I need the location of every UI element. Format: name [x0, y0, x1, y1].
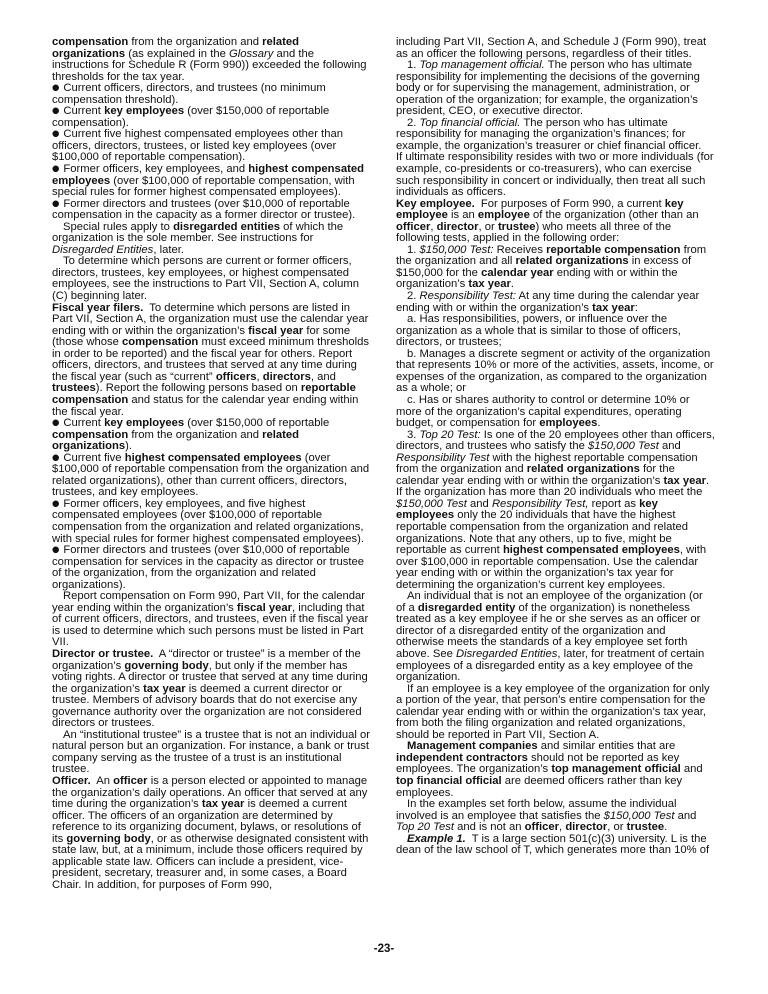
bold-term: officer: [396, 220, 431, 233]
text: is a person elected or appointed to manage the organization’s daily operations. An officer that served at any time during the organization’s: [52, 775, 368, 811]
run-in-heading: Fiscal year filers.: [52, 301, 144, 314]
bold-term: related organizations: [52, 428, 300, 453]
text: ,: [559, 821, 566, 834]
text: for some (those whose: [52, 324, 351, 349]
text: .: [706, 474, 710, 487]
bold-term: officer: [524, 821, 560, 834]
list-item: [396, 60, 715, 118]
paragraph: [52, 256, 371, 302]
text: including Part VII, Section A, and Schedule J (Form 990), treat as an officer the following persons, regardless of their titles.: [396, 36, 707, 60]
italic-term: Top 20 Test: [396, 821, 454, 834]
paragraph: [396, 487, 715, 591]
text: , and: [310, 370, 336, 383]
paragraph: [52, 222, 371, 257]
bold-term: highest compensated employees: [124, 451, 302, 464]
continued-paragraph: [52, 37, 371, 83]
text: 2.: [407, 290, 420, 303]
right-column: [396, 37, 715, 857]
run-in-heading: Key employee.: [396, 197, 475, 210]
text: , with over $100,000 in reportable compensation. Use the calendar year ending with or within the organization’s tax year for determining the organization’s current key employees.: [396, 544, 707, 591]
bold-term: directors: [262, 370, 311, 383]
text: .: [664, 821, 668, 834]
text: To determine which persons are listed in Part VII, Section A, the organization must use the calendar year ending with or within the organization’s: [52, 301, 369, 337]
italic-term: Disregarded Entities: [456, 647, 558, 660]
bold-term: disregarded entity: [417, 601, 516, 614]
text: Former officers, key employees, and five highest compensated employees (over $100,000 of reportable compensation from the organization and related organizations, with special rules for former highest compensated employees).: [52, 497, 365, 545]
text: An individual that is not an employee of the organization (or of a: [396, 590, 703, 614]
bold-term: employees: [539, 417, 598, 430]
bold-term: calendar year: [481, 266, 554, 279]
text: .: [510, 278, 515, 291]
bold-term: related organizations: [515, 255, 629, 268]
italic-term: Disregarded Entities: [52, 243, 154, 256]
bold-term: trustees: [52, 382, 96, 395]
bullet-item: [52, 418, 371, 453]
text: An “institutional trustee” is a trustee that is not an individual or natural person but an organization. For instance, a bank or trust company serving as the trustee of a trust is an institutional trustee.: [52, 728, 371, 776]
bold-term: governing body: [124, 659, 209, 672]
bullet-item: [52, 129, 371, 164]
text: from the organization and all: [396, 243, 707, 268]
text: (as explained in the: [125, 47, 229, 60]
list-item: [396, 245, 715, 291]
text: At any time during the calendar year ending with or within the organization’s: [396, 290, 700, 314]
text: , or: [607, 821, 627, 834]
bold-term: key employees: [104, 417, 185, 430]
bullet-icon: ●: [52, 83, 60, 94]
example-heading: Example 1.: [407, 832, 466, 845]
text: (over $150,000 of reportable compensation).: [52, 105, 330, 129]
text: a. Has responsibilities, powers, or influence over the organization as a whole that is similar to those of officers, directors, or trustees;: [396, 313, 681, 349]
text: :: [634, 301, 638, 314]
run-in-heading: Officer.: [52, 775, 91, 787]
text: and is not an: [453, 821, 525, 834]
bullet-icon: ●: [52, 164, 60, 175]
bullet-icon: ●: [52, 418, 60, 429]
paragraph: [396, 741, 715, 799]
text: Current five highest compensated employees other than officers, directors, trustees, or listed key employees (over $100,000 of reportable compensation).: [52, 128, 343, 164]
text: only the 20 individuals that have the highest reportable compensation from the organization and related organizations. Note that any others, up to five, might be reportable as current: [396, 509, 689, 557]
bold-term: tax year: [592, 301, 635, 314]
paragraph: [396, 152, 715, 198]
bullet-item: [52, 83, 371, 106]
italic-term: $150,000 Test:: [419, 243, 494, 256]
text: are deemed officers rather than key employees.: [396, 775, 683, 799]
bold-term: tax year: [663, 474, 706, 487]
paragraph: [396, 834, 715, 857]
italic-term: Responsibility Test,: [491, 497, 589, 510]
text: is deemed a current officer. The officers of an organization are determined by reference to its organizing document, bylaws, or resolutions of its: [52, 798, 361, 845]
subheading-paragraph: [396, 199, 715, 245]
text: ,: [430, 220, 437, 233]
paragraph: [396, 799, 715, 834]
text: Current: [63, 105, 105, 118]
bold-term: governing body: [66, 832, 151, 845]
text: of the organization) is nonetheless treated as a key employee if he or she serves as an officer or director of a disregarded entity of the organization and otherwise meets the standards of a key employee set forth above. See: [396, 601, 701, 660]
bold-term: compensation: [52, 428, 129, 441]
text: Current five: [63, 451, 125, 464]
text: from the organization and: [128, 36, 263, 48]
text: with the highest reportable compensation from the organization and: [396, 451, 698, 476]
text: , including that of current officers, directors, and trustees, even if the fiscal year is used to determine which such persons must be listed in Part VII.: [52, 601, 369, 649]
italic-term: Top management official.: [419, 59, 545, 72]
text: , but only if the member has voting rights. A director or trustee that served at any time during the organization’s: [52, 659, 368, 695]
text: 1.: [407, 243, 420, 256]
text: If ultimate responsibility resides with two or more individuals (for example, co-presidents or co-treasurers), who can exercise such responsibility in concert or individually, then treat all such individuals as officers.: [396, 151, 714, 199]
text: of the organization (other than an: [529, 209, 699, 222]
page-number: -23-: [373, 943, 395, 955]
bullet-item: [52, 199, 371, 222]
subheading-paragraph: [52, 303, 371, 418]
text: .: [597, 417, 601, 430]
bold-term: director: [565, 821, 608, 834]
text: (over $150,000 of reportable: [184, 417, 330, 430]
text: ending with or within the organization’s: [396, 266, 678, 291]
text: The person who has ultimate responsibility for implementing the decisions of the governing body or for supervising the management, administration, or operation of the organization; for example, the organization’s president, CEO, or executive director.: [396, 59, 700, 118]
text: If an employee is a key employee of the organization for only a portion of the year, that person’s entire compensation for the calendar year ending with or within the organization’s tax year, from both the filing organization and related organizations, should be reported in Part VII, Section A.: [396, 682, 710, 741]
text: report as: [588, 497, 640, 510]
text: The person who has ultimate responsibility for managing the organization’s finances; for example, the organization’s treasurer or chief financial officer.: [396, 116, 702, 152]
text: If the organization has more than 20 individuals who meet the: [396, 486, 703, 499]
text: ,: [256, 370, 263, 383]
paragraph: [396, 684, 715, 742]
run-in-heading: Director or trustee.: [52, 647, 154, 660]
italic-term: Glossary: [228, 47, 274, 60]
text: in excess of $150,000 for the: [396, 255, 692, 279]
bold-term: highest compensated employees: [502, 544, 680, 557]
text: 3.: [407, 428, 420, 441]
text: must exceed minimum thresholds in order to be reported) and the fiscal year for others. Report officers, directors, and trustees that served at any time during the fiscal year (such as “current”: [52, 336, 370, 383]
text: Special rules apply to: [63, 220, 174, 233]
text: Report compensation on Form 990, Part VII, for the calendar year ending within the organization’s: [52, 590, 366, 614]
text: ).: [125, 440, 133, 453]
bullet-icon: ●: [52, 106, 60, 117]
text: is an: [447, 209, 478, 222]
bold-term: compensation: [52, 36, 129, 48]
list-item: [396, 349, 715, 395]
italic-term: Responsibility Test:: [419, 290, 517, 303]
bold-term: officers: [215, 370, 257, 383]
subheading-paragraph: [52, 649, 371, 730]
text: Receives: [493, 243, 547, 256]
text: Former officers, key employees, and: [63, 163, 249, 176]
text: Former directors and trustees (over $10,000 of reportable compensation in the capacity as a former director or trustee).: [52, 197, 356, 222]
bullet-item: [52, 545, 371, 591]
list-item: [396, 314, 715, 349]
paragraph: [396, 430, 715, 488]
text: ) who meets all three of the following tests, applied in the following order:: [396, 220, 672, 245]
bullet-item: [52, 499, 371, 545]
bullet-icon: ●: [52, 129, 60, 140]
bold-term: reportable compensation: [52, 382, 356, 406]
italic-term: $150,000 Test: [587, 440, 659, 453]
bold-term: trustee: [497, 220, 536, 233]
bold-term: key employees: [104, 105, 185, 118]
bullet-icon: ●: [52, 545, 60, 556]
bold-term: key employees: [396, 497, 658, 522]
text: c. Has or shares authority to control or determine 10% or more of the organization’s capital expenditures, operating budget, or compensation for: [396, 393, 690, 430]
text: b. Manages a discrete segment or activity of the organization that represents 10% or more of the activities, assets, income, or expenses of the organization, as compared to the organization as a whole; or: [396, 347, 714, 395]
paragraph: [52, 730, 371, 776]
bold-term: tax year: [468, 278, 511, 291]
bold-term: officer: [113, 775, 148, 787]
bold-term: related organizations: [52, 36, 300, 60]
italic-term: $150,000 Test: [603, 809, 675, 822]
text: In the examples set forth below, assume the individual involved is an employee that satisfies the: [396, 798, 677, 822]
bold-term: top financial official: [396, 775, 502, 787]
bold-term: independent contractors: [396, 751, 528, 764]
text: from the organization and: [128, 428, 263, 441]
bold-term: tax year: [143, 682, 186, 695]
bold-term: employee: [477, 209, 530, 222]
text: , or as otherwise designated consistent with state law, but, at a minimum, include those officers required by applicable state law. Officers can include a president, vice-president, secretary, treasurer and, in some cases, a Board Chair. In addition, for purposes of Form 990,: [52, 832, 369, 891]
paragraph: [396, 591, 715, 683]
text: ). Report the following persons based on: [95, 382, 301, 395]
text: and similar entities that are: [537, 740, 676, 753]
text: for the calendar year ending with or within the organization’s: [396, 463, 675, 487]
italic-term: Top 20 Test:: [419, 428, 481, 441]
text: should not be reported as key employees. The organization’s: [396, 751, 680, 776]
continued-paragraph: [396, 37, 715, 60]
bold-term: key employee: [396, 197, 684, 222]
bold-term: disregarded entities: [173, 220, 280, 233]
list-item: [396, 118, 715, 153]
text: Current: [63, 417, 105, 430]
bold-term: tax year: [201, 798, 245, 811]
bold-term: related organizations: [526, 463, 640, 476]
text: 2.: [407, 116, 420, 129]
left-column: [52, 37, 371, 891]
bold-term: reportable compensation: [546, 243, 681, 256]
text: Current officers, directors, and trustees (no minimum compensation threshold).: [52, 82, 326, 106]
bullet-item: [52, 164, 371, 199]
text: , later, for treatment of certain employees of a disregarded entity as a key employee of the organization.: [396, 647, 705, 684]
bold-term: trustee: [626, 821, 665, 834]
text: and: [680, 763, 703, 776]
text: (over $100,000 of reportable compensation, with special rules for former highest compensated employees).: [52, 174, 355, 199]
bold-term: top management official: [551, 763, 681, 776]
text: and: [466, 497, 492, 510]
text: and the instructions for Schedule R (Form 990)) exceeded the following thresholds for the tax year.: [52, 47, 367, 83]
bold-term: fiscal year: [248, 324, 304, 337]
bold-term: highest compensated employees: [52, 163, 364, 187]
bullet-icon: ●: [52, 198, 60, 209]
bullet-icon: ●: [52, 498, 60, 509]
text: of which the organization is the sole member. See instructions for: [52, 220, 344, 245]
text: is deemed a current director or trustee. Members of advisory boards that do not exercise any governance authority over the organization are not considered directors or trustees.: [52, 682, 362, 730]
paragraph: [52, 591, 371, 649]
bullet-item: [52, 453, 371, 499]
bold-term: compensation: [122, 336, 199, 349]
list-item: [396, 291, 715, 314]
text: Former directors and trustees (over $10,000 of reportable compensation for services in the capacity as director or trustee of the organization, from the organization and related organizations).: [52, 544, 365, 591]
text: and status for the calendar year ending within the fiscal year.: [52, 393, 359, 418]
text: (over $100,000 of reportable compensation from the organization and related organizations), other than current officers, directors, trustees, and key employees.: [52, 451, 370, 499]
text: A “director or trustee” is a member of the organization’s: [52, 647, 361, 672]
bold-term: director: [436, 220, 479, 233]
italic-term: $150,000 Test: [396, 497, 467, 510]
text: and: [674, 809, 697, 822]
bold-term: fiscal year: [236, 601, 292, 614]
italic-term: Top financial official.: [419, 116, 521, 129]
text: and: [658, 440, 681, 453]
text: , later.: [153, 243, 184, 256]
subheading-paragraph: [52, 776, 371, 891]
bullet-icon: ●: [52, 452, 60, 463]
italic-term: Responsibility Test: [396, 451, 490, 464]
bullet-item: [52, 106, 371, 129]
text: For purposes of Form 990, a current: [477, 197, 665, 210]
text: To determine which persons are current or former officers, directors, trustees, key employees, or highest compensated employees, see the instructions to Part VII, Section A, column (C) beginning later.: [52, 255, 360, 303]
text: 1.: [407, 59, 420, 72]
text: Is one of the 20 employees other than officers, directors, and trustees who satisfy the: [396, 428, 715, 453]
bold-term: Management companies: [407, 740, 538, 753]
list-item: [396, 395, 715, 430]
text: An: [93, 775, 114, 787]
text: T is a large section 501(c)(3) university. L is the dean of the law school of T, which generates more than 10% of: [396, 832, 710, 857]
text: , or: [478, 220, 498, 233]
